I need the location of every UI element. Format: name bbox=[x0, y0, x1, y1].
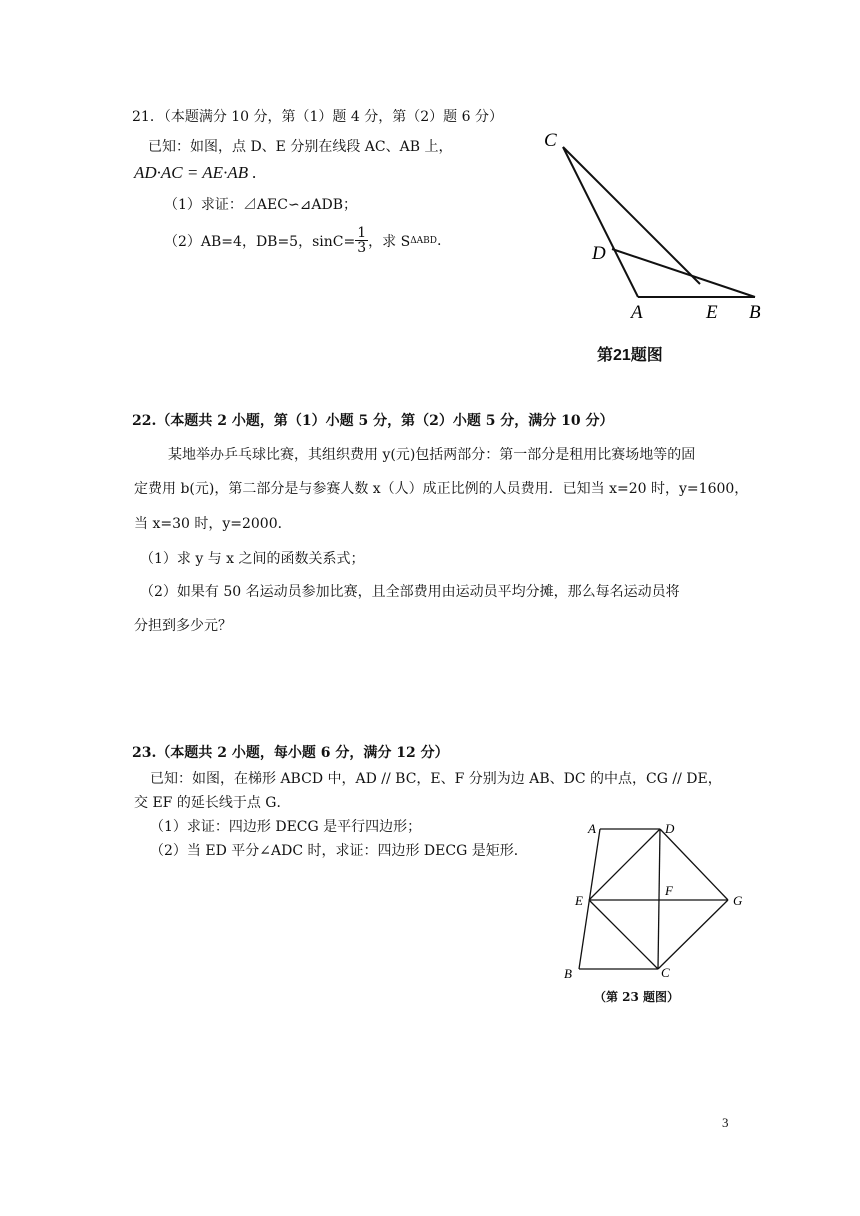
q21-fraction bbox=[355, 226, 368, 255]
q21-frac-denominator: 3 bbox=[357, 240, 367, 256]
q23-line-ED bbox=[589, 829, 660, 900]
q21-figure-caption: 第21题图 bbox=[597, 347, 663, 364]
q21-figure-lines bbox=[563, 147, 755, 297]
q21-label-D: D bbox=[592, 243, 606, 264]
q23-line-EC bbox=[589, 900, 658, 969]
q22-line1: 某地举办乒乓球比赛，其组织费用 y(元)包括两部分：第一部分是租用比赛场地等的固 bbox=[168, 447, 696, 463]
q23-part1: （1）求证：四边形 DECG 是平行四边形； bbox=[150, 819, 422, 835]
q21-label-E: E bbox=[706, 302, 718, 323]
q23-label-G: G bbox=[733, 893, 743, 908]
q21-label-B: B bbox=[749, 302, 761, 323]
q21-part2 bbox=[164, 226, 441, 255]
q23-label-C: C bbox=[661, 965, 670, 980]
q21-given: 已知：如图，点 D、E 分别在线段 AC、AB 上， bbox=[148, 139, 453, 155]
q23-figure-lines bbox=[579, 829, 728, 969]
q21-part2-pre: （2）AB=4，DB=5，sinC= bbox=[164, 233, 356, 250]
q23-label-F: F bbox=[665, 883, 673, 898]
q21-line-CE bbox=[563, 147, 700, 284]
q22-part2-line1: （2）如果有 50 名运动员参加比赛，且全部费用由运动员平均分摊，那么每名运动员将 bbox=[140, 584, 680, 600]
q22-line2: 定费用 b(元)，第二部分是与参赛人数 x（人）成正比例的人员费用．已知当 x=20 时，y=1600， bbox=[134, 481, 749, 497]
q23-figure bbox=[560, 815, 760, 990]
q23-figure-caption: （第 23 题图） bbox=[594, 990, 680, 1004]
q22-line3: 当 x=30 时，y=2000． bbox=[134, 516, 292, 532]
q21-part2-sub: ΔABD bbox=[410, 235, 438, 246]
q22-part1: （1）求 y 与 x 之间的函数关系式； bbox=[140, 551, 365, 567]
page-number: 3 bbox=[722, 1115, 729, 1130]
q22-header: 22.（本题共 2 小题，第（1）小题 5 分，第（2）小题 5 分，满分 10 分） bbox=[132, 413, 614, 429]
q23-label-E: E bbox=[575, 893, 583, 908]
q23-header: 23.（本题共 2 小题，每小题 6 分，满分 12 分） bbox=[132, 745, 449, 761]
q23-label-A: A bbox=[588, 821, 596, 836]
q21-line-CA bbox=[563, 147, 638, 297]
q23-part2: （2）当 ED 平分∠ADC 时，求证：四边形 DECG 是矩形． bbox=[150, 843, 528, 859]
q21-equation: AD·AC = AE·AB . bbox=[134, 163, 257, 182]
q22-part2-line2: 分担到多少元？ bbox=[134, 618, 232, 634]
q23-line2: 交 EF 的延长线于点 G． bbox=[134, 795, 291, 811]
q21-frac-numerator: 1 bbox=[357, 225, 367, 241]
q21-part2-end: . bbox=[437, 232, 442, 249]
q21-part1: （1）求证：⊿AEC∽⊿ADB； bbox=[164, 197, 358, 213]
q21-label-C: C bbox=[544, 130, 557, 151]
q23-line1: 已知：如图，在梯形 ABCD 中，AD // BC，E、F 分别为边 AB、DC 的中点，CG // DE， bbox=[150, 771, 722, 787]
q23-label-D: D bbox=[665, 821, 675, 836]
q21-part2-post: ，求 S bbox=[368, 233, 411, 250]
q23-label-B: B bbox=[564, 966, 572, 981]
q21-label-A: A bbox=[631, 302, 643, 323]
q21-figure bbox=[530, 120, 780, 370]
q23-line-DC bbox=[658, 829, 660, 969]
q23-line-CG bbox=[658, 900, 728, 969]
q21-header: 21．（本题满分 10 分，第（1）题 4 分，第（2）题 6 分） bbox=[132, 109, 503, 125]
